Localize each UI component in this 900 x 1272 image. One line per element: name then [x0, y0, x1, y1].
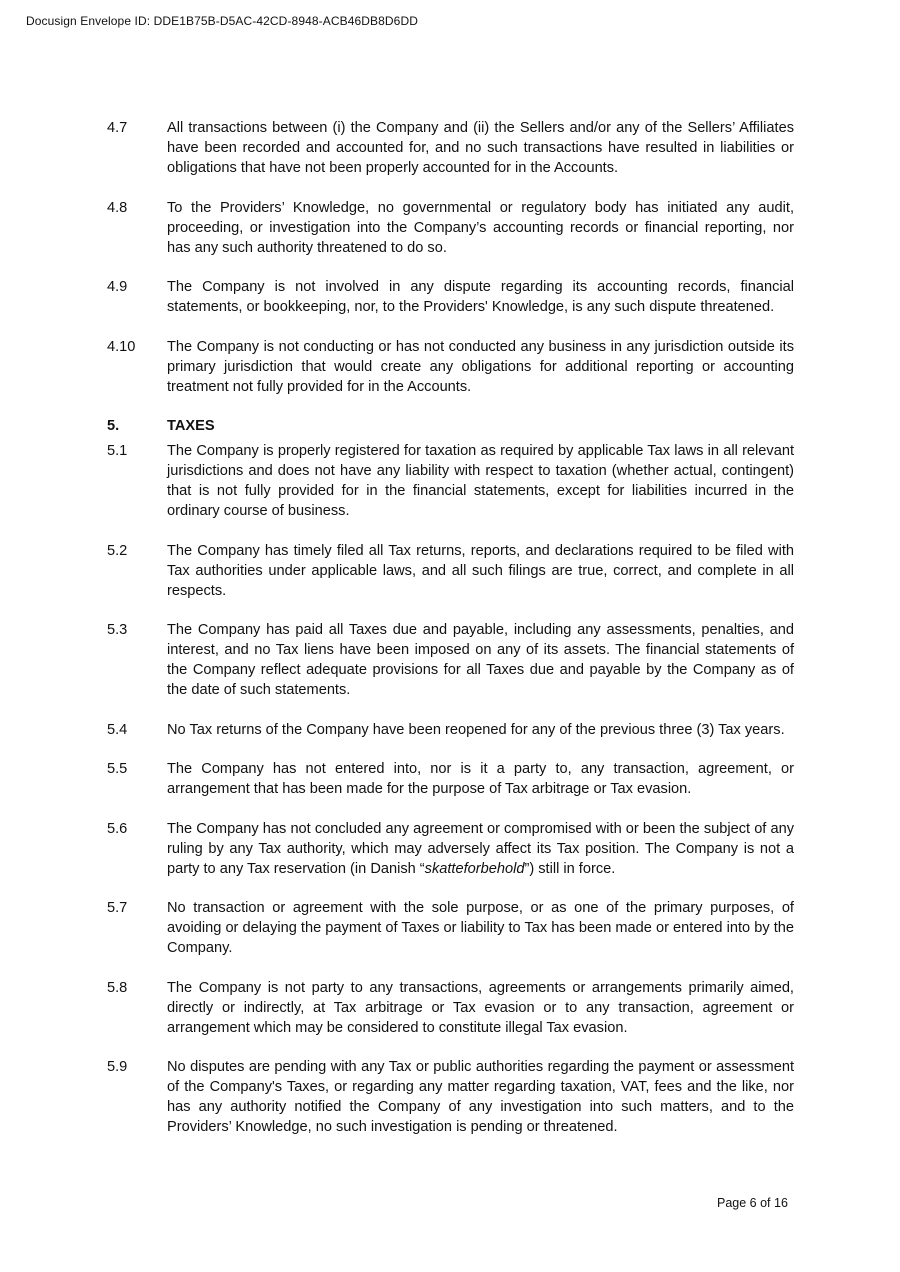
clause-text: The Company is not party to any transactions, agreements or arrangements primarily aimed, directly or indirectly, at Tax arbitrage or Tax evasion or to any transaction, agreement or arrangement which may be considered to constitute illegal Tax evasion.: [167, 979, 794, 1036]
clause-5-2: [107, 541, 794, 601]
clause-text-start: The Company has not concluded any agreement or compromised with or been the subject of any ruling by any Tax authority, which may adversely affect its Tax position. The Company is not a party to any Tax reservation (in Danish “: [167, 820, 794, 877]
clause-text: To the Providers’ Knowledge, no governmental or regulatory body has initiated any audit, proceeding, or investigation into the Company’s accounting records or financial reporting, nor has any such authority threatened to do so.: [167, 199, 794, 256]
clause-text: No Tax returns of the Company have been reopened for any of the previous three (3) Tax years.: [167, 721, 785, 738]
clause-text: No transaction or agreement with the sole purpose, or as one of the primary purposes, of avoiding or delaying the payment of Taxes or liability to Tax has been made or entered into by the Company.: [167, 900, 794, 956]
clause-5-4: [107, 720, 794, 740]
clause-number: 5.8: [107, 979, 128, 996]
clause-number: 5.1: [107, 443, 128, 459]
clause-number: 5.6: [107, 820, 128, 837]
clause-number: 4.8: [107, 199, 128, 216]
clause-4-8: [107, 198, 794, 258]
clause-number: 5.5: [107, 761, 128, 777]
clause-number: 4.7: [107, 120, 128, 136]
danish-term: skatteforbehold: [424, 860, 525, 877]
clause-text: All transactions between (i) the Company and (ii) the Sellers and/or any of the Sellers’ Affiliates have been recorded and accounted for, and no such transactions have resulted in liabilities or obligations that have not been properly accounted for in the Accounts.: [167, 120, 794, 176]
clause-number: 5.7: [107, 900, 128, 916]
clause-5-1: [107, 441, 794, 521]
clause-text: The Company is not conducting or has not conducted any business in any jurisdiction outside its primary jurisdiction that would create any obligations for additional reporting or accounting treatment not fully provided for in the Accounts.: [167, 338, 794, 395]
envelope-id: Docusign Envelope ID: DDE1B75B-D5AC-42CD-8948-ACB46DB8D6DD: [26, 14, 418, 28]
clause-number: 4.9: [107, 279, 128, 295]
clause-5-8: [107, 978, 794, 1038]
clause-text: [167, 819, 794, 879]
clause-text-end: ”) still in force.: [524, 860, 616, 877]
clause-5-7: [107, 898, 794, 958]
clause-number: 5.3: [107, 622, 128, 638]
section-title: TAXES: [167, 418, 215, 434]
section-heading-taxes: [107, 416, 794, 436]
clause-number: 5.9: [107, 1059, 128, 1075]
clause-4-9: [107, 277, 794, 317]
clause-5-3: [107, 620, 794, 700]
clause-text: The Company has timely filed all Tax returns, reports, and declarations required to be filed with Tax authorities under applicable laws, and all such filings are true, correct, and complete in all respects.: [167, 542, 794, 599]
clause-text: The Company has not entered into, nor is it a party to, any transaction, agreement, or arrangement that has been made for the purpose of Tax arbitrage or Tax evasion.: [167, 761, 794, 797]
clause-number: 5.4: [107, 721, 128, 738]
clause-text: The Company is properly registered for taxation as required by applicable Tax laws in all relevant jurisdictions and does not have any liability with respect to taxation (whether actual, contingent) that is not fully provided for in the financial statements, except for liabilities incurred in the ordinary course of business.: [167, 443, 794, 519]
clause-text: The Company is not involved in any dispute regarding its accounting records, financial statements, or bookkeeping, nor, to the Providers' Knowledge, is any such dispute threatened.: [167, 279, 794, 315]
section-number: 5.: [107, 418, 120, 434]
clause-text: No disputes are pending with any Tax or public authorities regarding the payment or assessment of the Company's Taxes, or regarding any matter regarding taxation, VAT, fees and the like, nor has any authority notified the Company of any investigation into such matters, and to the Providers’ Knowledge, no such investigation is pending or threatened.: [167, 1059, 794, 1135]
clause-number: 4.10: [107, 338, 136, 355]
clause-5-6: [107, 819, 794, 879]
clause-4-10: [107, 337, 794, 397]
clause-number: 5.2: [107, 542, 128, 559]
clause-text: The Company has paid all Taxes due and payable, including any assessments, penalties, and interest, and no Tax liens have been imposed on any of its assets. The financial statements of the Company reflect adequate provisions for all Taxes due and payable by the Company as of the date of such statements.: [167, 622, 794, 698]
clause-5-9: [107, 1057, 794, 1137]
document-body: [107, 118, 794, 1157]
clause-5-5: [107, 759, 794, 799]
clause-4-7: [107, 118, 794, 178]
page-number: Page 6 of 16: [717, 1196, 788, 1210]
